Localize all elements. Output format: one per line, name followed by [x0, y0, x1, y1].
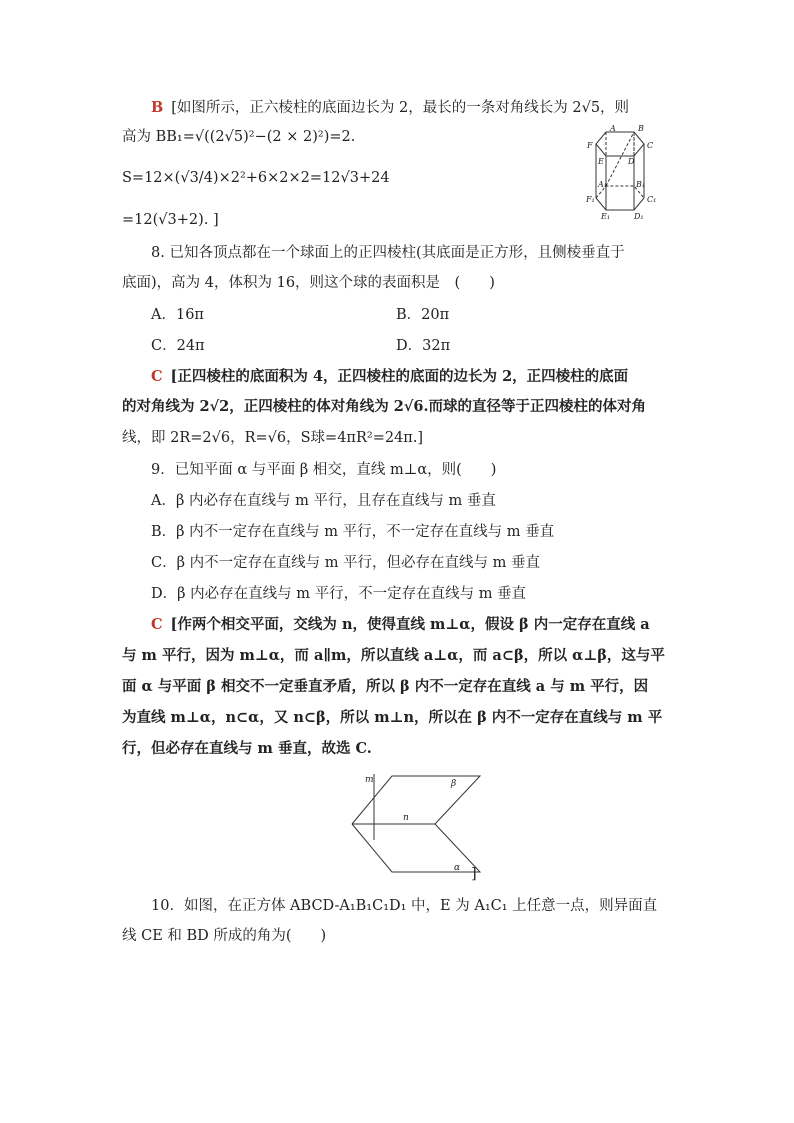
q9-answer: C — [151, 616, 163, 633]
q9-option-d: D．β 内必存在直线与 m 平行，不一定存在直线与 m 垂直 — [151, 586, 527, 602]
fig-label-F1: F₁ — [586, 195, 595, 204]
q8-answer: C — [151, 368, 163, 385]
fig-label-B1: B₁ — [636, 180, 646, 189]
q8-option-a: A．16π — [151, 307, 204, 323]
fig-label-C1: C₁ — [647, 195, 657, 204]
q9-solution-line5: 行，但必存在直线与 m 垂直，故选 C. — [122, 740, 372, 757]
fig-label-alpha: α — [454, 863, 461, 873]
q10-line1: 10．如图，在正方体 ABCD-A₁B₁C₁D₁ 中，E 为 A₁C₁ 上任意一点，则异面直 — [151, 898, 658, 914]
fig-label-B: B — [638, 124, 644, 133]
p7-line4: =12(√3+2). ] — [122, 212, 219, 228]
fig-label-E1: E₁ — [601, 212, 611, 220]
q9-option-c: C．β 内不一定存在直线与 m 平行，但必存在直线与 m 垂直 — [151, 555, 541, 571]
q9-line1: 9．已知平面 α 与平面 β 相交，直线 m⊥α，则( ) — [151, 462, 497, 478]
q9-option-b: B．β 内不一定存在直线与 m 平行，不一定存在直线与 m 垂直 — [151, 524, 555, 540]
q9-solution-text1: [作两个相交平面，交线为 n，使得直线 m⊥α，假设 β 内一定存在直线 a — [170, 616, 650, 633]
q8-solution-text1: [正四棱柱的底面积为 4，正四棱柱的底面的边长为 2，正四棱柱的底面 — [170, 368, 629, 385]
intersecting-planes-figure — [340, 768, 490, 880]
q9-solution-line4: 为直线 m⊥α，n⊂α，又 n⊂β，所以 m⊥n，所以在 β 内不一定存在直线与 m 平 — [122, 709, 663, 726]
q8-line1: 8. 已知各顶点都在一个球面上的正四棱柱(其底面是正方形，且侧棱垂直于 — [151, 245, 625, 261]
p7-answer: B — [151, 99, 164, 116]
fig-label-D: D — [628, 157, 635, 166]
q8-line2: 底面)，高为 4，体积为 16，则这个球的表面积是 ( ) — [122, 275, 495, 291]
hex-prism-figure — [586, 124, 676, 220]
fig-label-beta: β — [451, 779, 457, 789]
q9-figure-close-bracket: ] — [471, 866, 477, 882]
q9-solution-line1 — [151, 615, 650, 635]
q8-option-d: D．32π — [396, 338, 451, 354]
p7-line1 — [151, 98, 629, 118]
p7-line3: S=12×(√3/4)×2²+6×2×2=12√3+24 — [122, 170, 390, 186]
q8-solution-line2: 的对角线为 2√2，正四棱柱的体对角线为 2√6.而球的直径等于正四棱柱的体对角 — [122, 398, 647, 415]
fig-label-A: A — [610, 124, 616, 133]
q8-option-c: C．24π — [151, 338, 205, 354]
q9-solution-line3: 面 α 与平面 β 相交不一定垂直矛盾，所以 β 内不一定存在直线 a 与 m 平行，因 — [122, 678, 649, 695]
q8-solution-line3: 线，即 2R=2√6，R=√6，S球=4πR²=24π.] — [122, 430, 424, 446]
p7-line2: 高为 BB₁=√((2√5)²−(2 × 2)²)=2. — [122, 129, 356, 145]
fig-label-E: E — [598, 157, 604, 166]
fig-label-D1: D₁ — [634, 212, 644, 220]
fig-label-F: F — [587, 141, 593, 150]
q9-solution-line2: 与 m 平行，因为 m⊥α，而 a∥m，所以直线 a⊥α，而 a⊂β，所以 α⊥β，这与平 — [122, 647, 665, 664]
q10-line2: 线 CE 和 BD 所成的角为( ) — [122, 928, 327, 944]
fig-label-n: n — [403, 813, 409, 823]
fig-label-A1: A₁ — [598, 180, 607, 189]
q8-solution-line1 — [151, 367, 628, 387]
fig-label-m: m — [365, 775, 374, 785]
q9-option-a: A．β 内必存在直线与 m 平行，且存在直线与 m 垂直 — [151, 493, 496, 509]
fig-label-C: C — [647, 141, 654, 150]
p7-text1: [如图所示，正六棱柱的底面边长为 2，最长的一条对角线长为 2√5，则 — [171, 100, 630, 116]
q8-option-b: B．20π — [396, 307, 450, 323]
